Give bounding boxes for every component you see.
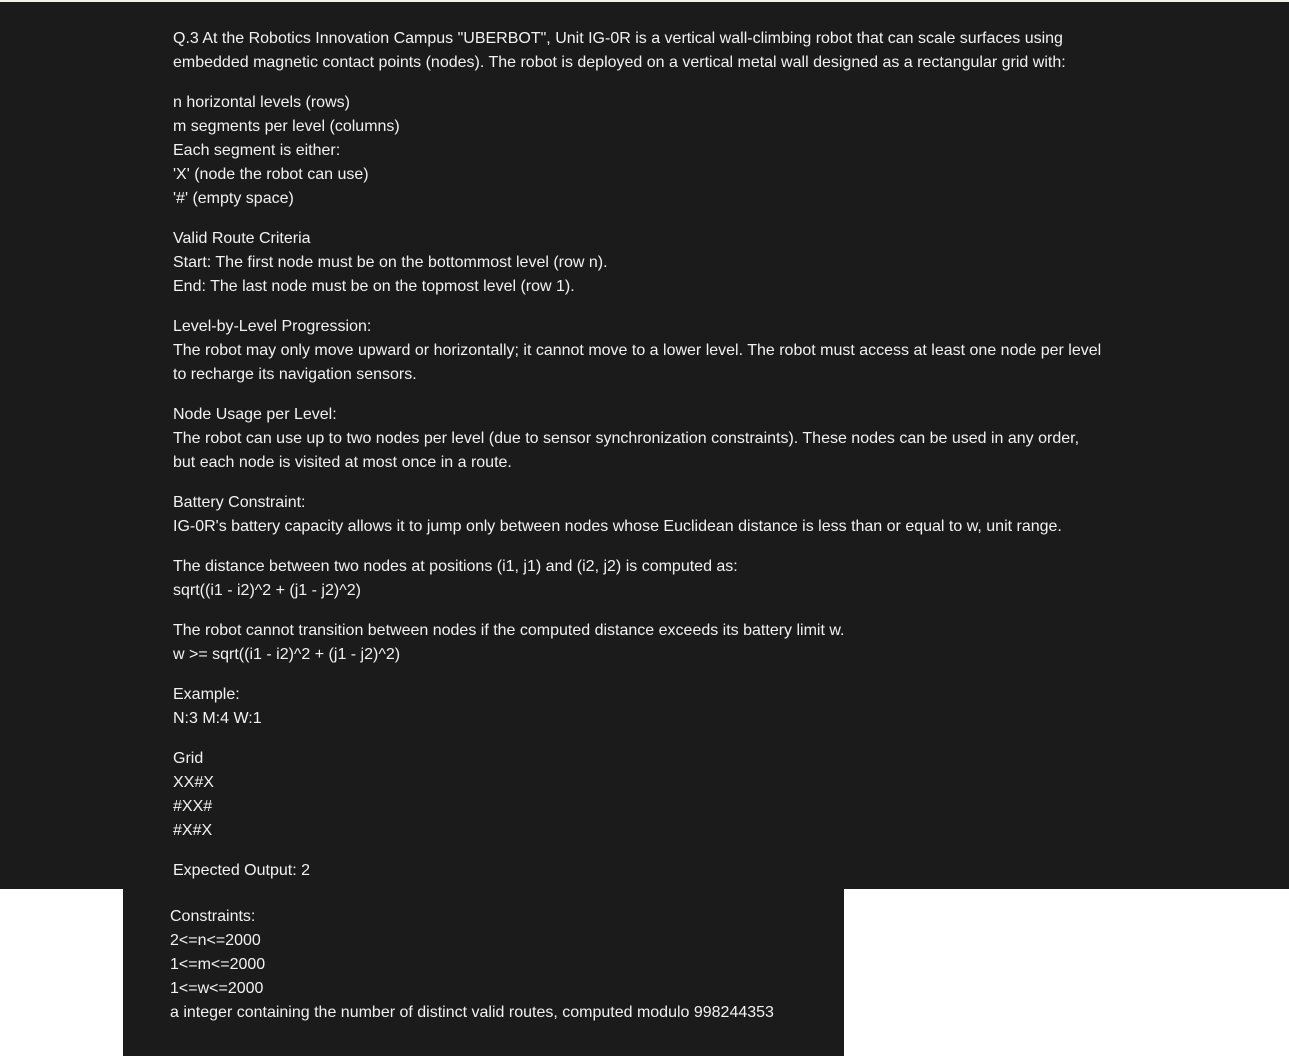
distance-formula: sqrt((i1 - i2)^2 + (j1 - j2)^2): [173, 582, 361, 599]
section-heading: Battery Constraint:: [173, 494, 306, 511]
section-heading: Node Usage per Level:: [173, 406, 337, 423]
example-params: N:3 M:4 W:1: [173, 710, 262, 727]
question-panel: [0, 2, 1289, 889]
grid-def-line: 'X' (node the robot can use): [173, 166, 369, 183]
output-note: a integer containing the number of distinct valid routes, computed modulo 998244353: [170, 1004, 774, 1021]
grid-def-line: n horizontal levels (rows): [173, 94, 350, 111]
distance-text: The distance between two nodes at positions (i1, j1) and (i2, j2) is computed as:: [173, 558, 738, 575]
grid-row: #X#X: [173, 822, 213, 839]
route-end-rule: End: The last node must be on the topmost level (row 1).: [173, 278, 575, 295]
constraint-item: 1<=w<=2000: [170, 980, 264, 997]
valid-route-section: [173, 227, 1103, 299]
constraint-item: 1<=m<=2000: [170, 956, 266, 973]
grid-definition: [173, 91, 1103, 211]
constraint-item: 2<=n<=2000: [170, 932, 261, 949]
example-grid: [173, 747, 1103, 843]
section-heading: Valid Route Criteria: [173, 230, 311, 247]
section-heading: Example:: [173, 686, 240, 703]
transition-formula: w >= sqrt((i1 - i2)^2 + (j1 - j2)^2): [173, 646, 401, 663]
progression-section: [173, 315, 1103, 387]
example-section: [173, 683, 1103, 731]
expected-output: Expected Output: 2: [173, 862, 310, 879]
constraints-panel: [123, 889, 844, 1056]
question-intro: Q.3 At the Robotics Innovation Campus "UBERBOT", Unit IG-0R is a vertical wall-climbing robot that can scale surfaces using embedded magnetic contact points (nodes). The robot is deployed on a vertical metal wall designed as a rectangular grid with:: [173, 30, 1066, 71]
section-heading: Level-by-Level Progression:: [173, 318, 372, 335]
node-usage-section: [173, 403, 1103, 475]
section-heading: Constraints:: [170, 908, 256, 925]
question-content: [173, 27, 1103, 899]
constraints-content: [170, 905, 850, 1025]
route-start-rule: Start: The first node must be on the bottommost level (row n).: [173, 254, 608, 271]
node-usage-text: The robot can use up to two nodes per level (due to sensor synchronization constraints). These nodes can be used in any order, but each node is visited at most once in a route.: [173, 430, 1080, 471]
section-heading: Grid: [173, 750, 204, 767]
transition-section: [173, 619, 1103, 667]
distance-section: [173, 555, 1103, 603]
grid-def-line: m segments per level (columns): [173, 118, 400, 135]
grid-def-line: '#' (empty space): [173, 190, 294, 207]
grid-def-line: Each segment is either:: [173, 142, 341, 159]
transition-text: The robot cannot transition between nodes if the computed distance exceeds its battery limit w.: [173, 622, 845, 639]
grid-row: #XX#: [173, 798, 213, 815]
battery-section: [173, 491, 1103, 539]
grid-row: XX#X: [173, 774, 214, 791]
progression-text: The robot may only move upward or horizontally; it cannot move to a lower level. The robot must access at least one node per level to recharge its navigation sensors.: [173, 342, 1102, 383]
battery-text: IG-0R's battery capacity allows it to jump only between nodes whose Euclidean distance is less than or equal to w, unit range.: [173, 518, 1062, 535]
